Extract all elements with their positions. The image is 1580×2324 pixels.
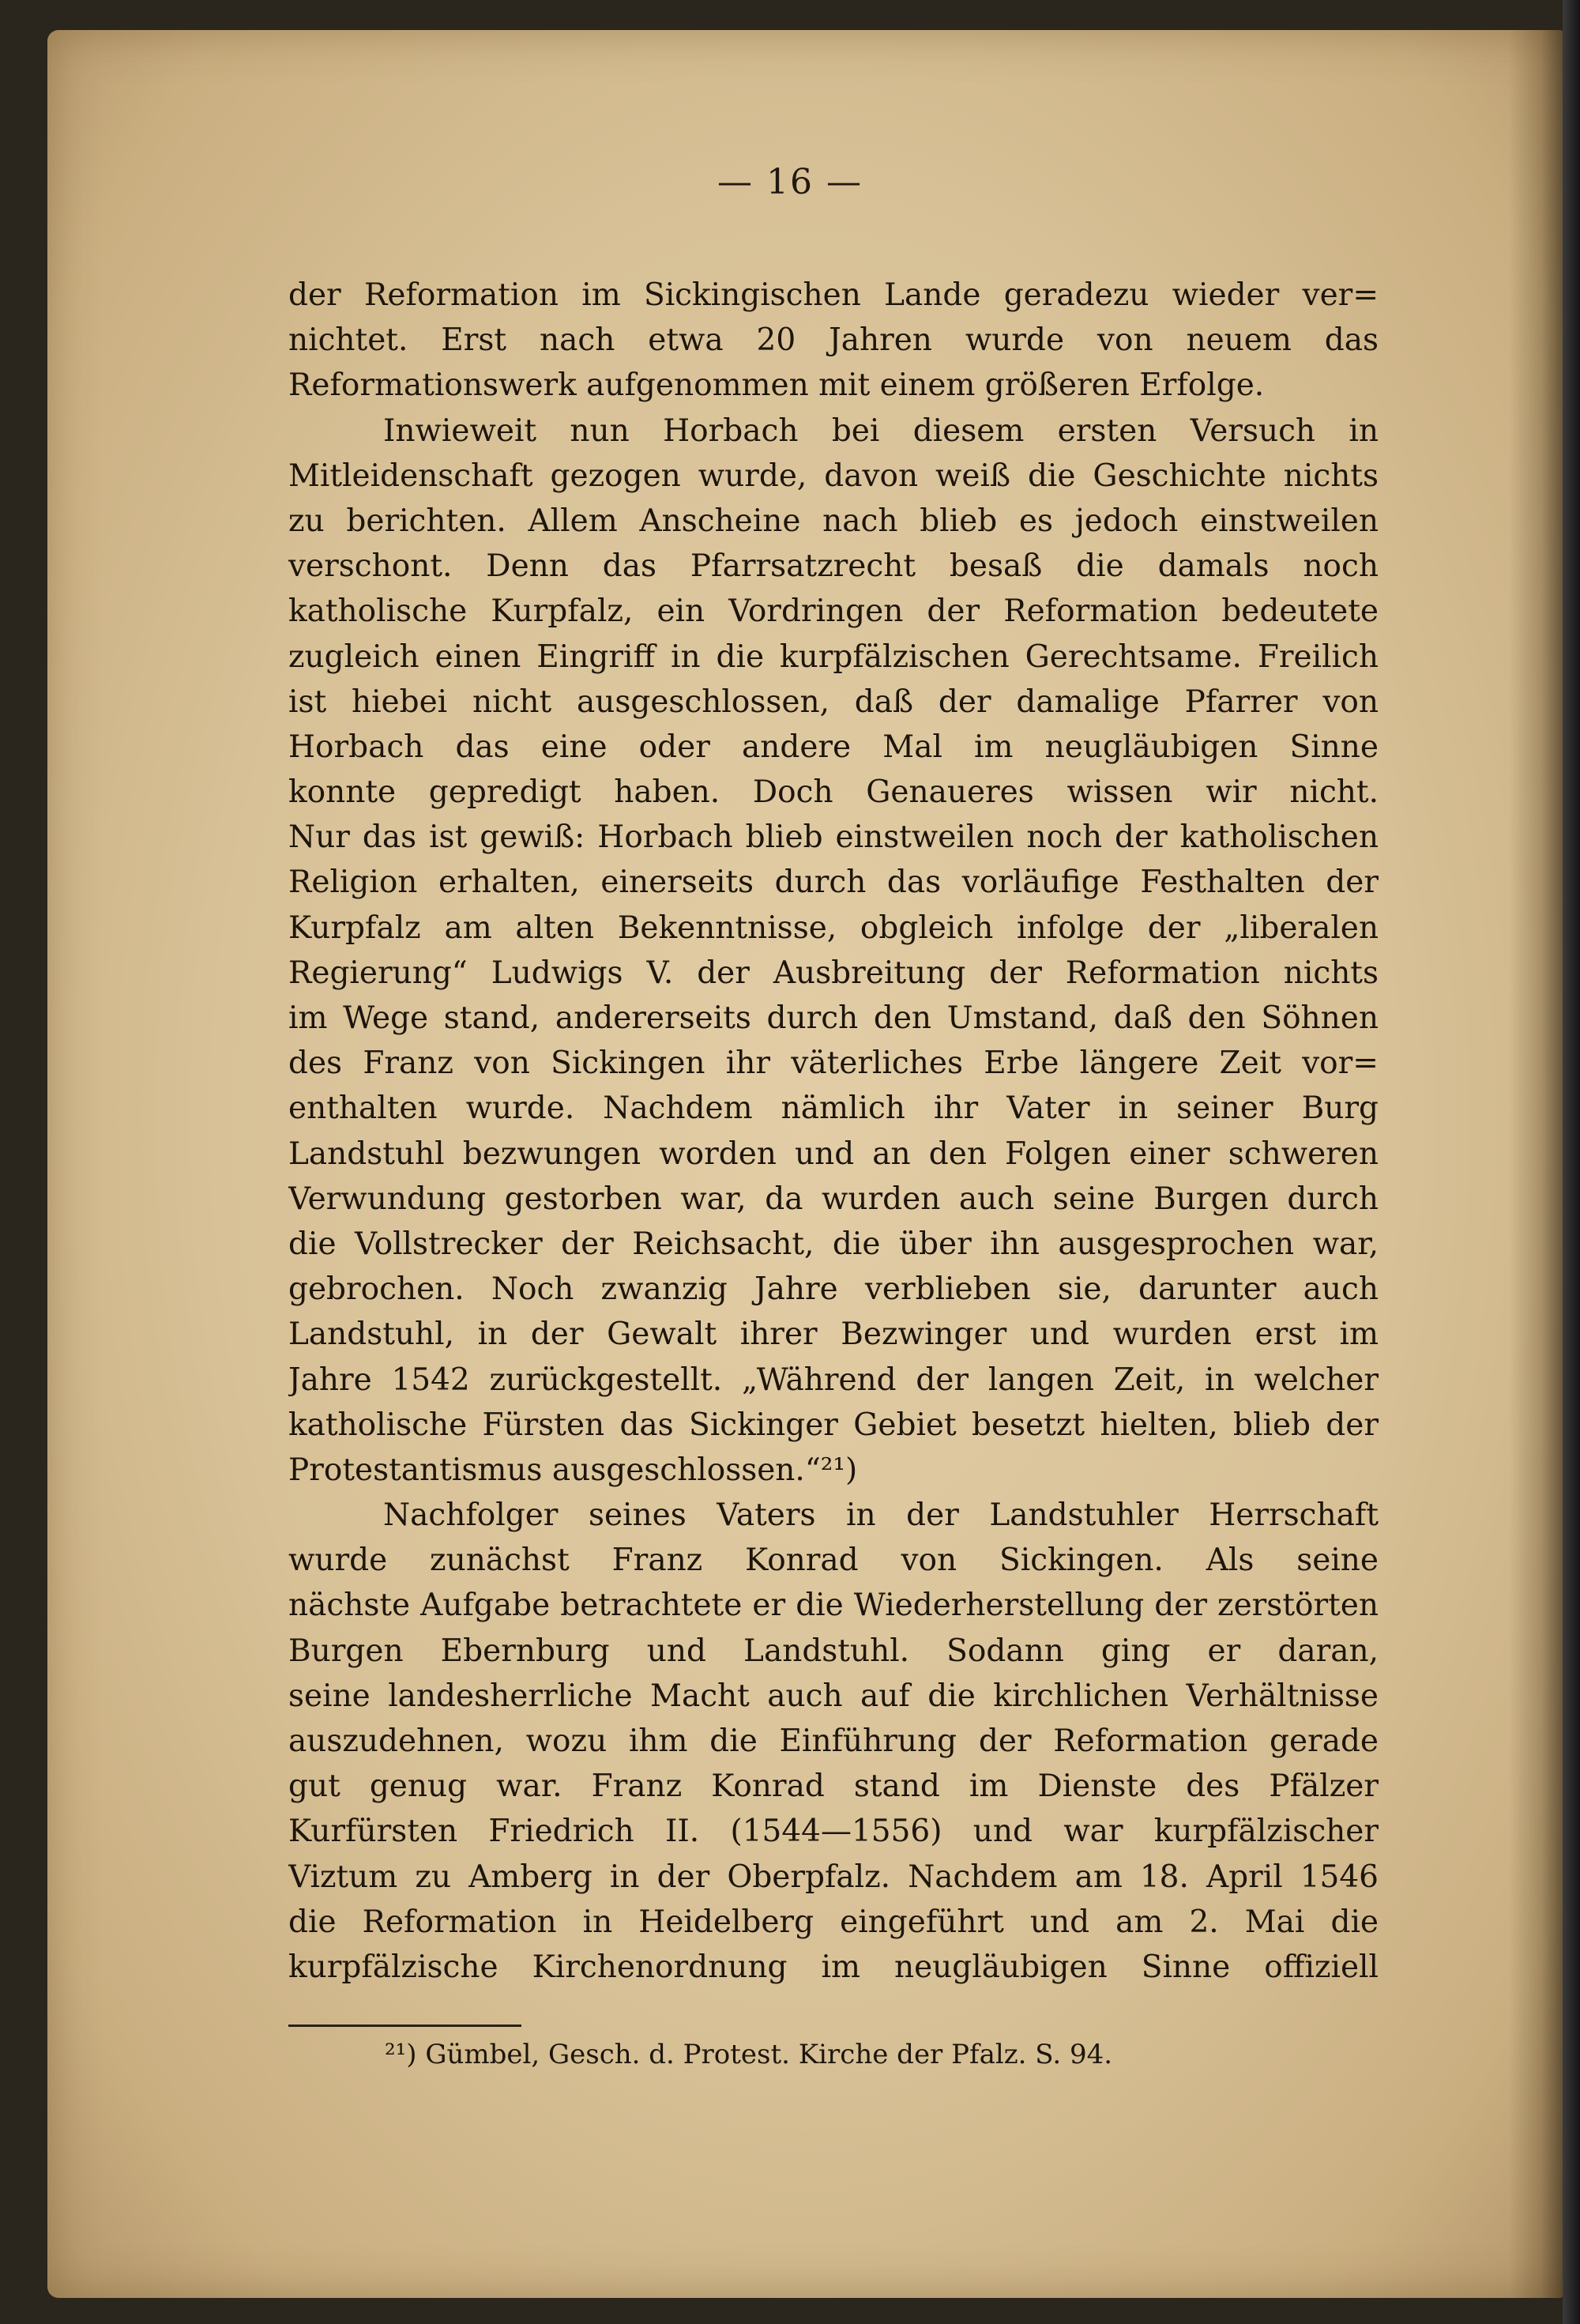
text-line: Landstuhl bezwungen worden und an den Folgen einer schweren (288, 1136, 1379, 1172)
text-line: Horbach das eine oder andere Mal im neugläubigen Sinne (288, 729, 1379, 765)
footnote: ²¹) Gümbel, Gesch. d. Protest. Kirche der Pfalz. S. 94. (385, 2039, 1113, 2070)
text-line: Regierung“ Ludwigs V. der Ausbreitung der Reformation nichts (288, 955, 1379, 991)
text-line: nichtet. Erst nach etwa 20 Jahren wurde von neuem das (288, 322, 1379, 359)
text-line: wurde zunächst Franz Konrad von Sickingen. Als seine (288, 1542, 1379, 1579)
footnote-divider (288, 2025, 521, 2027)
text-line: Religion erhalten, einerseits durch das vorläufige Festhalten der (288, 864, 1379, 901)
text-line: katholische Kurpfalz, ein Vordringen der Reformation bedeutete (288, 593, 1379, 630)
text-line: seine landesherrliche Macht auch auf die kirchlichen Verhältnisse (288, 1678, 1379, 1714)
text-line: Nur das ist gewiß: Horbach blieb einstweilen noch der katholischen (288, 819, 1379, 856)
text-line: Mitleidenschaft gezogen wurde, davon weiß die Geschichte nichts (288, 458, 1379, 494)
text-line: Nachfolger seines Vaters in der Landstuhler Herrschaft (383, 1497, 1379, 1534)
text-line: Verwundung gestorben war, da wurden auch seine Burgen durch (288, 1181, 1379, 1217)
text-line: enthalten wurde. Nachdem nämlich ihr Vater in seiner Burg (288, 1090, 1379, 1127)
text-line: Protestantismus ausgeschlossen.“²¹) (288, 1452, 858, 1488)
text-line: zugleich einen Eingriff in die kurpfälzischen Gerechtsame. Freilich (288, 638, 1379, 675)
text-line: die Vollstrecker der Reichsacht, die über ihn ausgesprochen war, (288, 1226, 1379, 1262)
text-line: Jahre 1542 zurückgestellt. „Während der langen Zeit, in welcher (288, 1362, 1379, 1398)
text-line: Kurpfalz am alten Bekenntnisse, obgleich infolge der „liberalen (288, 910, 1379, 946)
text-line: des Franz von Sickingen ihr väterliches Erbe längere Zeit vor= (288, 1045, 1379, 1082)
text-line: gebrochen. Noch zwanzig Jahre verblieben sie, darunter auch (288, 1271, 1379, 1308)
text-line: Reformationswerk aufgenommen mit einem größeren Erfolge. (288, 367, 1265, 404)
text-line: nächste Aufgabe betrachtete er die Wiederherstellung der zerstörten (288, 1588, 1379, 1624)
text-line: gut genug war. Franz Konrad stand im Dienste des Pfälzer (288, 1768, 1379, 1805)
text-line: konnte gepredigt haben. Doch Genaueres wissen wir nicht. (288, 774, 1379, 811)
text-line: ist hiebei nicht ausgeschlossen, daß der damalige Pfarrer von (288, 684, 1379, 720)
body-text (288, 273, 1379, 1990)
text-line: Viztum zu Amberg in der Oberpfalz. Nachdem am 18. April 1546 (288, 1859, 1379, 1895)
book-spine (1563, 0, 1580, 2324)
text-line: katholische Fürsten das Sickinger Gebiet besetzt hielten, blieb der (288, 1407, 1379, 1443)
text-line: zu berichten. Allem Anscheine nach blieb es jedoch einstweilen (288, 503, 1379, 539)
text-line: der Reformation im Sickingischen Lande geradezu wieder ver= (288, 277, 1379, 313)
text-line: kurpfälzische Kirchenordnung im neugläubigen Sinne offiziell (288, 1949, 1379, 1985)
text-line: die Reformation in Heidelberg eingeführt und am 2. Mai die (288, 1904, 1379, 1940)
text-line: Burgen Ebernburg und Landstuhl. Sodann ging er daran, (288, 1633, 1379, 1669)
page-gutter-shadow (1509, 30, 1564, 2298)
text-line: verschont. Denn das Pfarrsatzrecht besaß die damals noch (288, 548, 1379, 585)
page-number: — 16 — (717, 162, 863, 202)
text-line: Inwieweit nun Horbach bei diesem ersten Versuch in (383, 412, 1379, 449)
text-line: Landstuhl, in der Gewalt ihrer Bezwinger und wurden erst im (288, 1316, 1379, 1353)
text-line: Kurfürsten Friedrich II. (1544—1556) und war kurpfälzischer (288, 1814, 1379, 1850)
text-line: im Wege stand, andererseits durch den Umstand, daß den Söhnen (288, 1000, 1379, 1036)
text-line: auszudehnen, wozu ihm die Einführung der Reformation gerade (288, 1723, 1379, 1759)
